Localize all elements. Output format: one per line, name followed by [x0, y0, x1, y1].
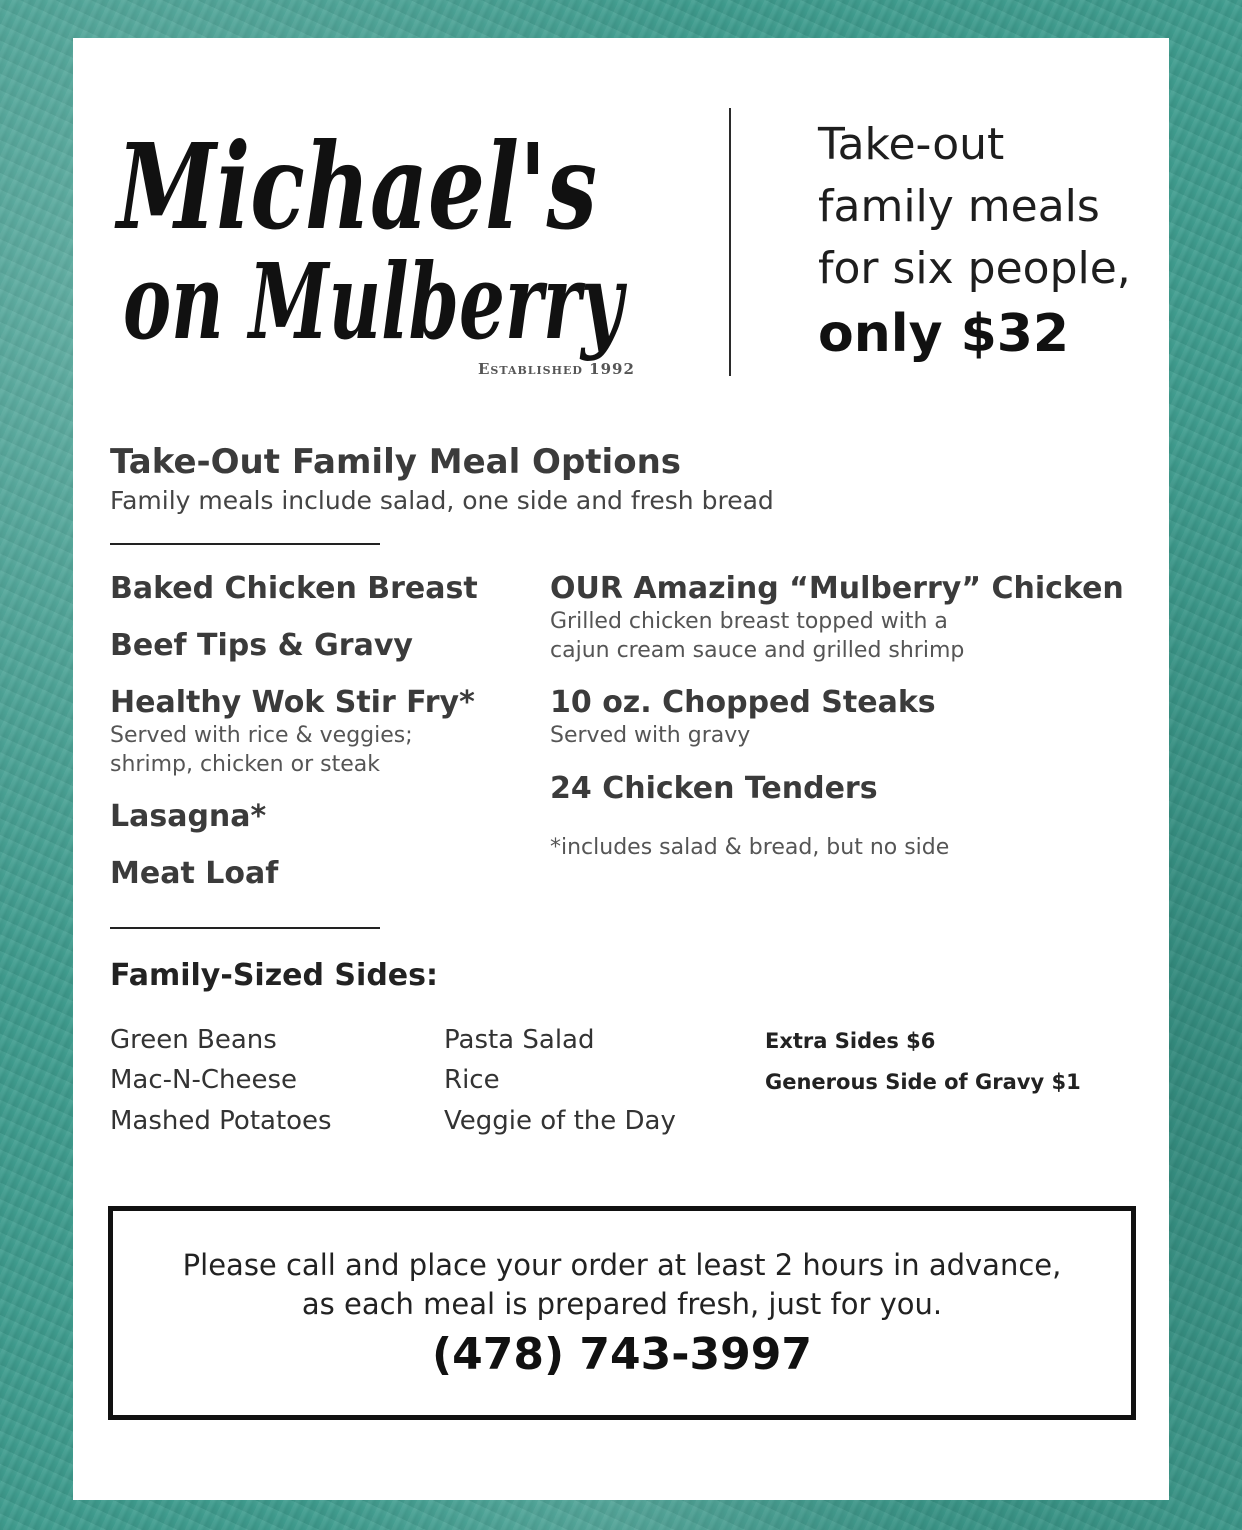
meal-stir-fry-desc2: shrimp, chicken or steak: [110, 752, 380, 777]
tagline-line2: family meals: [818, 181, 1100, 232]
side-item: Rice: [444, 1065, 500, 1095]
order-instructions-line1: Please call and place your order at least 2 hours in advance,: [182, 1248, 1062, 1282]
meal-stir-fry: Healthy Wok Stir Fry*: [110, 685, 475, 720]
tagline: [818, 114, 1131, 368]
side-item: Mac-N-Cheese: [110, 1065, 298, 1095]
restaurant-logo: [113, 110, 677, 363]
meal-chicken-tenders: 24 Chicken Tenders: [550, 771, 878, 806]
meal-meat-loaf: Meat Loaf: [110, 856, 279, 891]
meal-mulberry-desc2: cajun cream sauce and grilled shrimp: [550, 638, 965, 663]
tagline-line3: for six people,: [818, 243, 1131, 294]
side-item: Veggie of the Day: [444, 1106, 676, 1136]
phone-number[interactable]: (478) 743-3997: [432, 1329, 812, 1380]
meal-baked-chicken: Baked Chicken Breast: [110, 571, 478, 606]
order-info-box: [108, 1206, 1136, 1420]
divider-rule-bottom: [110, 927, 380, 929]
logo-line2: on Mulberry: [123, 240, 628, 363]
logo-line1: Michael's: [113, 117, 597, 256]
meal-chopped-steaks: 10 oz. Chopped Steaks: [550, 685, 936, 720]
meal-beef-tips: Beef Tips & Gravy: [110, 628, 413, 663]
meal-stir-fry-desc1: Served with rice & veggies;: [110, 723, 413, 748]
side-item: Pasta Salad: [444, 1025, 595, 1055]
options-subtitle: Family meals include salad, one side and fresh bread: [110, 486, 774, 515]
gravy-price: Generous Side of Gravy $1: [765, 1070, 1081, 1094]
tagline-price: only $32: [818, 304, 1070, 364]
side-item: Green Beans: [110, 1025, 277, 1055]
meal-mulberry-chicken: OUR Amazing “Mulberry” Chicken: [550, 571, 1124, 606]
meal-chopped-steaks-desc: Served with gravy: [550, 723, 751, 748]
header-divider: [729, 108, 731, 376]
meal-lasagna: Lasagna*: [110, 799, 267, 834]
side-item: Mashed Potatoes: [110, 1106, 332, 1136]
meal-mulberry-desc1: Grilled chicken breast topped with a: [550, 609, 948, 634]
options-title: Take-Out Family Meal Options: [110, 442, 682, 482]
order-instructions-line2: as each meal is prepared fresh, just for you.: [301, 1287, 943, 1321]
footnote: *includes salad & bread, but no side: [550, 835, 950, 860]
divider-rule-top: [110, 543, 380, 545]
sides-title: Family-Sized Sides:: [110, 958, 438, 993]
tagline-line1: Take-out: [818, 119, 1005, 170]
extra-sides-price: Extra Sides $6: [765, 1029, 936, 1053]
established-label: Established 1992: [478, 360, 635, 378]
menu-card: [73, 38, 1169, 1500]
